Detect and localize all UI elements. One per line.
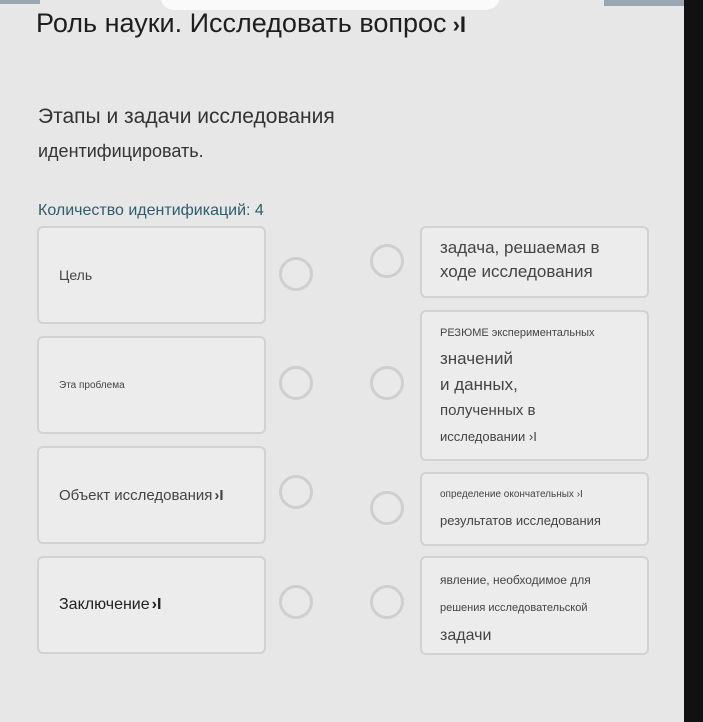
page-title [36, 8, 466, 39]
right-item-line: значений [440, 349, 513, 368]
right-item-line: задачи [440, 627, 492, 644]
task-subtitle: Этапы и задачи исследования [38, 105, 335, 128]
left-radio-4[interactable] [279, 585, 313, 619]
right-item-line: РЕЗЮМЕ экспериментальных [440, 327, 595, 339]
left-item-label: Эта проблема [59, 379, 125, 391]
identification-count: Количество идентификаций: 4 [38, 202, 264, 219]
left-radio-3[interactable] [279, 475, 313, 509]
right-item-line: задача, решаемая в [440, 238, 600, 257]
left-item-mark: ›I [214, 486, 224, 504]
right-item-line: полученных в [440, 402, 536, 419]
right-item-line: результатов исследования [440, 513, 601, 528]
right-item-definition[interactable] [420, 472, 649, 546]
top-bar-left-edge [0, 0, 40, 4]
right-item-line: ходе исследования [440, 262, 593, 281]
left-item-goal[interactable] [37, 226, 266, 324]
left-radio-2[interactable] [279, 366, 313, 400]
right-radio-4[interactable] [370, 585, 404, 619]
task-instruction: идентифицировать. [38, 141, 204, 161]
left-item-problem[interactable] [37, 336, 266, 434]
right-radio-1[interactable] [370, 244, 404, 278]
left-item-mark: ›I [151, 596, 162, 613]
title-mark: ›I [452, 12, 467, 37]
right-radio-2[interactable] [370, 366, 404, 400]
left-radio-1[interactable] [279, 257, 313, 291]
right-edge-strip [684, 0, 703, 722]
right-item-summary[interactable] [420, 310, 649, 461]
left-item-research-object[interactable] [37, 446, 266, 544]
right-item-line: явление, необходимое для [440, 573, 591, 587]
left-item-conclusion[interactable] [37, 556, 266, 654]
right-radio-3[interactable] [370, 491, 404, 525]
top-bar-right-edge [604, 0, 684, 6]
right-item-line: определение окончательных ›I [440, 489, 583, 500]
left-item-label: Цель [59, 267, 93, 283]
title-text: Роль науки. Исследовать вопрос [36, 8, 447, 38]
right-item-line: и данных, [440, 375, 518, 394]
right-item-line: исследовании ›I [440, 429, 537, 444]
right-item-line: решения исследовательской [440, 602, 588, 614]
left-item-label: Объект исследования [59, 486, 213, 504]
right-item-phenomenon[interactable] [420, 556, 649, 655]
left-item-label: Заключение [59, 596, 150, 613]
right-item-task[interactable] [420, 226, 649, 298]
